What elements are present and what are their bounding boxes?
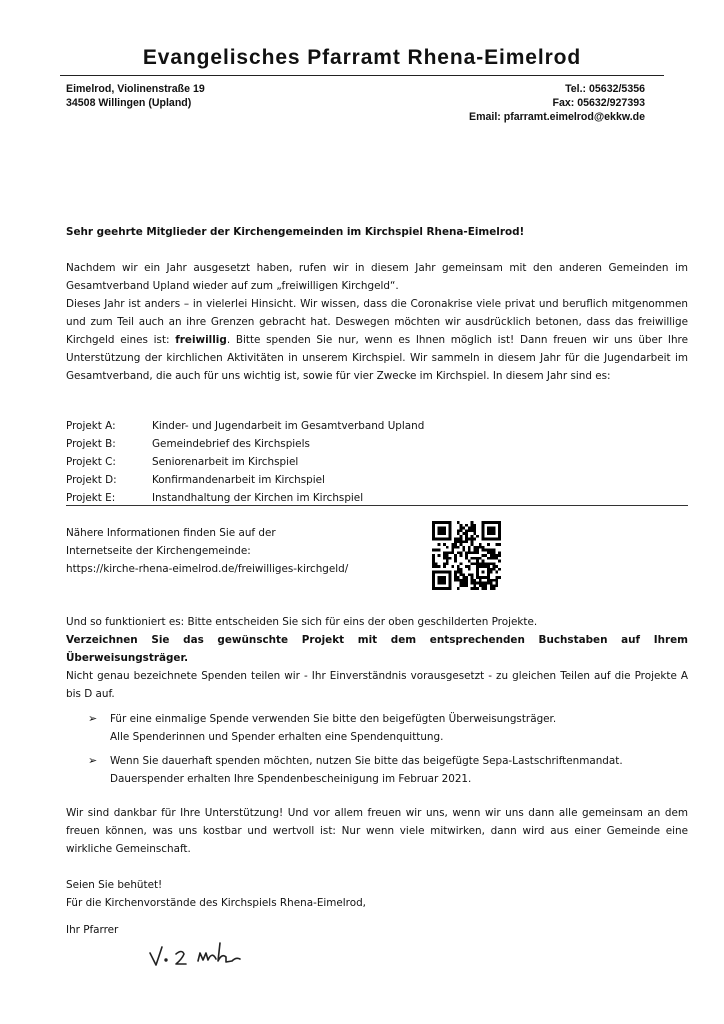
project-row: [66, 435, 688, 453]
qr-module: [493, 551, 496, 554]
qr-module: [471, 543, 474, 546]
qr-module: [468, 529, 471, 532]
letterhead-title: Evangelisches Pfarramt Rhena-Eimelrod: [142, 46, 582, 69]
qr-module: [443, 562, 446, 565]
qr-module: [465, 554, 468, 557]
qr-module: [498, 576, 501, 579]
qr-module: [487, 582, 490, 585]
qr-module: [471, 540, 474, 543]
qr-module: [476, 557, 479, 560]
bullet-text: [110, 752, 623, 788]
qr-module: [457, 546, 460, 549]
qr-module: [479, 546, 482, 549]
instructions-line3: Nicht genau bezeichnete Spenden teilen wir - Ihr Einverständnis vorausgesetzt - zu gleichen Teilen auf die Projekte A bis D auf.: [66, 670, 688, 700]
qr-module: [457, 538, 460, 541]
qr-module: [482, 587, 485, 590]
qr-module: [484, 554, 487, 557]
qr-module: [462, 546, 465, 549]
qr-module: [438, 554, 441, 557]
qr-module: [495, 554, 498, 557]
qr-module: [462, 584, 465, 587]
section-divider: [66, 505, 688, 506]
qr-module: [465, 535, 468, 538]
sender-address: [66, 82, 205, 110]
qr-module: [457, 551, 460, 554]
qr-module: [490, 579, 493, 582]
qr-module: [435, 562, 438, 565]
qr-module: [476, 562, 479, 565]
qr-module: [443, 543, 446, 546]
info-block: [66, 524, 406, 578]
qr-module: [473, 551, 476, 554]
qr-module: [484, 584, 487, 587]
qr-module: [471, 573, 474, 576]
bullet-item: [88, 710, 694, 746]
qr-module: [462, 582, 465, 585]
qr-module: [487, 579, 490, 582]
bullet-line: Für eine einmalige Spende verwenden Sie bitte den beigefügten Überweisungsträger.: [110, 713, 557, 725]
qr-module: [479, 562, 482, 565]
qr-module: [457, 579, 460, 582]
qr-module: [482, 562, 485, 565]
qr-module: [493, 549, 496, 552]
qr-code: [432, 521, 501, 590]
qr-module: [495, 543, 498, 546]
qr-module: [460, 529, 463, 532]
qr-module: [482, 560, 485, 563]
qr-module: [471, 529, 474, 532]
qr-module: [495, 571, 498, 574]
project-row: [66, 417, 688, 435]
arrow-bullet-icon: ➢: [88, 754, 98, 767]
closing-line2: Für die Kirchenvorstände des Kirchspiels Rhena-Eimelrod,: [66, 897, 366, 909]
project-code: Projekt A:: [66, 420, 116, 432]
qr-module: [460, 551, 463, 554]
qr-module: [454, 540, 457, 543]
qr-module: [457, 587, 460, 590]
qr-module: [451, 565, 454, 568]
qr-module: [460, 538, 463, 541]
qr-module: [457, 571, 460, 574]
qr-module: [471, 587, 474, 590]
project-label: Kinder- und Jugendarbeit im Gesamtverband Upland: [152, 420, 425, 432]
qr-module: [460, 584, 463, 587]
qr-module: [473, 549, 476, 552]
qr-module: [473, 529, 476, 532]
qr-module: [473, 584, 476, 587]
qr-module: [471, 562, 474, 565]
qr-module: [451, 551, 454, 554]
instructions: [66, 613, 688, 703]
qr-module: [454, 557, 457, 560]
qr-module: [493, 562, 496, 565]
qr-module: [490, 549, 493, 552]
qr-module: [495, 557, 498, 560]
qr-module: [476, 587, 479, 590]
qr-module: [438, 549, 441, 552]
qr-module: [468, 538, 471, 541]
qr-module: [484, 549, 487, 552]
project-code: Projekt E:: [66, 492, 116, 504]
project-list: [66, 417, 688, 507]
qr-module: [432, 557, 435, 560]
qr-module: [446, 551, 449, 554]
info-line2: Internetseite der Kirchengemeinde:: [66, 545, 251, 557]
qr-module: [460, 582, 463, 585]
qr-module: [476, 549, 479, 552]
qr-module: [468, 560, 471, 563]
qr-module: [471, 576, 474, 579]
address-city: 34508 Willingen (Upland): [66, 97, 192, 109]
qr-module: [484, 582, 487, 585]
project-row: [66, 471, 688, 489]
qr-module: [482, 554, 485, 557]
contact-fax: Fax: 05632/927393: [552, 97, 645, 109]
qr-module: [473, 587, 476, 590]
qr-module: [457, 568, 460, 571]
qr-module: [482, 546, 485, 549]
qr-module: [465, 529, 468, 532]
qr-module: [490, 587, 493, 590]
arrow-bullet-icon: ➢: [88, 712, 98, 725]
qr-module: [457, 576, 460, 579]
qr-module: [495, 579, 498, 582]
qr-module: [432, 560, 435, 563]
qr-module: [443, 565, 446, 568]
qr-module: [479, 582, 482, 585]
qr-module: [471, 582, 474, 585]
qr-module: [479, 557, 482, 560]
qr-module: [443, 554, 446, 557]
qr-module: [451, 543, 454, 546]
qr-module: [498, 568, 501, 571]
qr-module: [479, 579, 482, 582]
qr-module: [473, 557, 476, 560]
qr-module: [471, 557, 474, 560]
qr-module: [438, 543, 441, 546]
qr-module: [487, 562, 490, 565]
qr-module: [446, 562, 449, 565]
qr-module: [465, 532, 468, 535]
qr-module: [465, 538, 468, 541]
qr-module: [460, 535, 463, 538]
qr-module: [454, 554, 457, 557]
bullet-line: Wenn Sie dauerhaft spenden möchten, nutzen Sie bitte das beigefügte Sepa-Lastschriftenmandat.: [110, 755, 623, 767]
qr-module: [454, 538, 457, 541]
qr-module: [495, 576, 498, 579]
qr-module: [438, 576, 446, 584]
qr-module: [435, 549, 438, 552]
project-label: Gemeindebrief des Kirchspiels: [152, 438, 310, 450]
qr-module: [493, 587, 496, 590]
qr-module: [460, 571, 463, 574]
qr-module: [462, 573, 465, 576]
qr-module: [460, 540, 463, 543]
thanks-paragraph: Wir sind dankbar für Ihre Unterstützung! Und vor allem freuen wir uns, wenn wir uns dann alle gemeinsam an dem freuen können, was uns kostbar und wertvoll ist: Nur wenn viele mitwirken, dann wird aus einer Gemeinde eine wirkliche Gemeinschaft.: [66, 807, 688, 855]
qr-module: [454, 571, 457, 574]
qr-module: [432, 549, 435, 552]
qr-module: [476, 582, 479, 585]
qr-module: [460, 527, 463, 530]
qr-module: [493, 557, 496, 560]
qr-module: [468, 568, 471, 571]
qr-module: [487, 549, 490, 552]
qr-module: [468, 551, 471, 554]
qr-module: [457, 532, 460, 535]
qr-module: [490, 584, 493, 587]
qr-module: [482, 582, 485, 585]
qr-module: [449, 557, 452, 560]
qr-module: [482, 584, 485, 587]
qr-module: [446, 546, 449, 549]
qr-module: [473, 532, 476, 535]
qr-module: [432, 562, 435, 565]
qr-module: [454, 543, 457, 546]
info-url[interactable]: https://kirche-rhena-eimelrod.de/freiwilliges-kirchgeld/: [66, 563, 349, 575]
qr-module: [473, 562, 476, 565]
qr-module: [465, 524, 468, 527]
qr-module: [451, 546, 454, 549]
qr-module: [465, 551, 468, 554]
qr-module: [454, 579, 457, 582]
project-label: Seniorenarbeit im Kirchspiel: [152, 456, 299, 468]
closing-line1: Seien Sie behütet!: [66, 879, 163, 891]
qr-module: [462, 579, 465, 582]
qr-module: [498, 554, 501, 557]
qr-module: [468, 549, 471, 552]
qr-module: [471, 551, 474, 554]
intro-p2-text-a: Dieses Jahr ist anders – in vielerlei Hinsicht. Wir wissen, dass die Coronakrise viele privat und beruflich mitgenommen und zum Teil auch an ihre Grenzen gebracht hat. Deswegen möchten wir ausdrücklich betonen, dass das freiwillige Kirchgeld eines ist:: [66, 298, 688, 346]
qr-module: [460, 573, 463, 576]
qr-module: [465, 576, 468, 579]
qr-module: [482, 549, 485, 552]
qr-module: [468, 527, 471, 530]
qr-module: [462, 532, 465, 535]
contact-info: [469, 82, 645, 124]
qr-module: [482, 571, 485, 574]
qr-module: [457, 521, 460, 524]
qr-module: [446, 557, 449, 560]
qr-module: [468, 546, 471, 549]
intro-p2: [66, 295, 688, 385]
qr-module: [451, 549, 454, 552]
qr-module: [454, 576, 457, 579]
instructions-bold: Verzeichnen Sie das gewünschte Projekt mit dem entsprechenden Buchstaben auf Ihrem Überweisungsträger.: [66, 634, 688, 664]
project-label: Konfirmandenarbeit im Kirchspiel: [152, 474, 325, 486]
qr-module: [479, 543, 482, 546]
project-code: Projekt C:: [66, 456, 116, 468]
qr-module: [435, 565, 438, 568]
qr-module: [473, 546, 476, 549]
instructions-line1: Und so funktioniert es: Bitte entscheiden Sie sich für eins der oben geschilderten Projekte.: [66, 616, 538, 628]
handwritten-signature: [146, 935, 266, 971]
project-row: [66, 453, 688, 471]
qr-module: [438, 565, 441, 568]
qr-module: [457, 529, 460, 532]
qr-module: [432, 565, 435, 568]
qr-module: [446, 560, 449, 563]
qr-module: [476, 546, 479, 549]
qr-module: [493, 579, 496, 582]
qr-module: [493, 568, 496, 571]
address-street: Eimelrod, Violinenstraße 19: [66, 83, 205, 95]
qr-module: [443, 557, 446, 560]
qr-module: [460, 554, 463, 557]
qr-module: [490, 582, 493, 585]
qr-module: [493, 584, 496, 587]
qr-module: [460, 562, 463, 565]
qr-module: [473, 524, 476, 527]
qr-module: [462, 540, 465, 543]
qr-module: [495, 584, 498, 587]
qr-module: [454, 573, 457, 576]
qr-module: [457, 565, 460, 568]
qr-module: [465, 565, 468, 568]
project-code: Projekt B:: [66, 438, 116, 450]
intro-p1: Nachdem wir ein Jahr ausgesetzt haben, rufen wir in diesem Jahr gemeinsam mit den anderen Gemeinden im Gesamtverband Upland wieder auf zum „freiwilligen Kirchgeld“.: [66, 262, 688, 292]
qr-module: [471, 524, 474, 527]
qr-module: [473, 527, 476, 530]
qr-module: [460, 543, 463, 546]
qr-module: [468, 573, 471, 576]
qr-module: [490, 562, 493, 565]
project-code: Projekt D:: [66, 474, 117, 486]
qr-module: [490, 571, 493, 574]
qr-module: [432, 554, 435, 557]
qr-module: [465, 540, 468, 543]
qr-module: [484, 562, 487, 565]
qr-module: [454, 546, 457, 549]
header-divider: [60, 75, 664, 76]
sign-off: Ihr Pfarrer: [66, 924, 119, 936]
qr-module: [462, 549, 465, 552]
bullet-text: [110, 710, 556, 746]
qr-module: [498, 543, 501, 546]
qr-module: [462, 576, 465, 579]
qr-module: [465, 579, 468, 582]
qr-module: [465, 557, 468, 560]
qr-module: [487, 557, 490, 560]
project-label: Instandhaltung der Kirchen im Kirchspiel: [152, 492, 364, 504]
qr-module: [462, 527, 465, 530]
qr-module: [490, 568, 493, 571]
qr-module: [473, 582, 476, 585]
qr-module: [498, 551, 501, 554]
intro-p2-bold: freiwillig: [175, 334, 227, 346]
qr-module: [471, 579, 474, 582]
qr-module: [443, 551, 446, 554]
qr-module: [454, 560, 457, 563]
qr-module: [490, 557, 493, 560]
qr-module: [476, 535, 479, 538]
qr-module: [471, 527, 474, 530]
salutation: Sehr geehrte Mitglieder der Kirchengemeinden im Kirchspiel Rhena-Eimelrod!: [66, 226, 525, 238]
qr-module: [473, 538, 476, 541]
contact-tel: Tel.: 05632/5356: [565, 83, 645, 95]
intro-p2-text-b: . Bitte spenden Sie nur, wenn es Ihnen möglich ist! Dann freuen wir uns über Ihre Unterstützung der kirchlichen Aktivitäten in unserem Kirchspiel. Wir sammeln in diesem Jahr für die Jugendarbeit im Gesamtverband, die auch für uns wichtig ist, sowie für vier Zwecke im Kirchspiel. In diesem Jahr sind es:: [66, 334, 688, 382]
qr-module: [446, 554, 449, 557]
qr-module: [487, 551, 490, 554]
qr-module: [449, 551, 452, 554]
contact-email: Email: pfarramt.eimelrod@ekkw.de: [469, 111, 645, 123]
qr-module: [471, 521, 474, 524]
bullet-item: [88, 752, 694, 788]
qr-module: [457, 540, 460, 543]
info-line1: Nähere Informationen finden Sie auf der: [66, 527, 276, 539]
qr-module: [471, 538, 474, 541]
qr-module: [498, 560, 501, 563]
qr-module: [476, 551, 479, 554]
qr-module: [471, 535, 474, 538]
intro-paragraph: [66, 259, 688, 385]
qr-module: [460, 579, 463, 582]
qr-module: [465, 584, 468, 587]
bullet-line: Dauerspender erhalten Ihre Spendenbescheinigung im Februar 2021.: [110, 773, 472, 785]
bullet-line: Alle Spenderinnen und Spender erhalten eine Spendenquittung.: [110, 731, 444, 743]
qr-module: [468, 565, 471, 568]
qr-module: [487, 543, 490, 546]
qr-module: [495, 582, 498, 585]
qr-module: [438, 527, 446, 535]
qr-module: [487, 527, 495, 535]
qr-module: [493, 554, 496, 557]
qr-module: [473, 579, 476, 582]
qr-module: [484, 587, 487, 590]
qr-module: [479, 584, 482, 587]
qr-module: [490, 551, 493, 554]
qr-module: [490, 554, 493, 557]
qr-module: [495, 565, 498, 568]
qr-module: [493, 565, 496, 568]
qr-module: [460, 524, 463, 527]
qr-module: [460, 568, 463, 571]
qr-module: [465, 582, 468, 585]
qr-module: [476, 560, 479, 563]
closing: [66, 876, 688, 912]
